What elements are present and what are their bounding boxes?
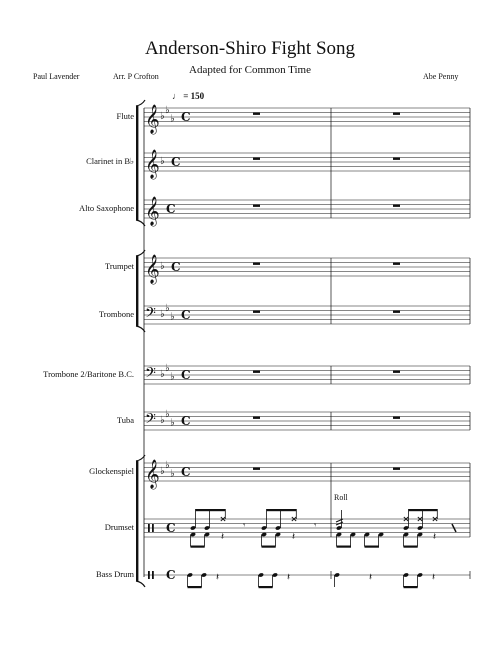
quarter-rest: 𝄽 [433,531,437,543]
instrument-name: Trumpet [105,261,134,271]
note-beam [196,509,226,511]
note-beam [365,546,380,548]
flat-icon: ♭ [160,466,165,477]
time-signature: C [166,568,176,582]
whole-rest [393,113,400,115]
percussion-clef-icon [152,571,154,579]
whole-rest [393,158,400,160]
quarter-rest: 𝄽 [221,531,225,543]
time-signature: C [171,260,181,274]
note-beam [259,586,273,588]
flat-icon: ♭ [170,311,175,323]
whole-rest [253,263,260,265]
bass-clef-icon: 𝄢 [145,411,156,431]
flat-icon: ♭ [160,309,165,320]
treble-clef-icon: 𝄞 [145,459,160,488]
flat-icon: ♭ [165,302,170,314]
quarter-rest: 𝄽 [216,572,220,583]
flat-icon: ♭ [165,459,170,471]
time-signature: C [181,308,191,322]
quarter-rest: 𝄽 [432,572,436,583]
bracket-hook [136,581,145,587]
flat-icon: ♭ [170,371,175,383]
note-beam [191,546,205,548]
instrument-name: Glockenspiel [89,466,134,476]
score-subtitle: Adapted for Common Time [189,64,311,76]
flat-icon: ♭ [160,369,165,380]
note-beam [404,586,418,588]
composer-credit: Paul Lavender [33,72,80,81]
eighth-rest: 𝄾 [243,521,246,531]
time-signature: C [181,414,191,428]
instrument-name: Bass Drum [95,569,134,579]
instrument-name: Trombone 2/Baritone B.C. [43,369,134,379]
treble-clef-icon: 𝄞 [145,196,160,225]
flat-icon: ♭ [170,113,175,125]
instrument-name: Tuba [116,415,134,425]
bracket-hook [136,100,145,106]
group-bracket [136,106,138,220]
tempo-value: = 150 [183,91,205,101]
whole-rest [393,263,400,265]
flat-icon: ♭ [165,104,170,116]
note-beam [337,546,352,548]
note-beam [188,586,202,588]
instrument-name: Clarinet in B♭ [86,156,134,166]
whole-rest [393,311,400,313]
time-signature: C [166,521,176,535]
whole-rest [253,371,260,373]
whole-rest [253,311,260,313]
lyricist-credit: Abe Penny [423,72,459,81]
flat-icon: ♭ [165,408,170,420]
time-signature: C [181,465,191,479]
instrument-name: Trombone [98,309,134,319]
arranger-credit: Arr. P Crofton [113,72,159,81]
treble-clef-icon: 𝄞 [145,149,160,178]
whole-rest [253,468,260,470]
group-bracket [136,461,138,581]
flat-icon: ♭ [160,156,165,167]
instrument-name: Alto Saxophone [78,203,134,213]
roll-annotation: Roll [334,493,348,502]
time-signature: C [181,368,191,382]
bass-clef-icon: 𝄢 [145,365,156,385]
quarter-rest: 𝄽 [369,572,373,583]
whole-rest [253,113,260,115]
flat-icon: ♭ [170,417,175,429]
quarter-note-icon: ♩ [172,91,181,101]
time-signature: C [166,202,176,216]
flat-icon: ♭ [165,362,170,374]
whole-rest [393,205,400,207]
flat-icon: ♭ [160,111,165,122]
score-title: Anderson-Shiro Fight Song [144,38,356,59]
note-beam [267,509,297,511]
note-beam [409,509,438,511]
group-bracket [136,256,138,326]
quarter-rest: 𝄽 [292,531,296,543]
treble-clef-icon: 𝄞 [145,104,160,133]
whole-rest [253,417,260,419]
eighth-rest: 𝄾 [314,521,317,531]
roll-tremolo [336,519,343,522]
whole-rest [253,205,260,207]
flat-icon: ♭ [160,415,165,426]
instrument-name: Flute [116,111,134,121]
instrument-name: Drumset [104,522,134,532]
whole-rest [393,371,400,373]
whole-rest [393,468,400,470]
time-signature: C [181,110,191,124]
percussion-clef-icon [148,571,150,579]
time-signature: C [171,155,181,169]
whole-rest [253,158,260,160]
treble-clef-icon: 𝄞 [145,254,160,283]
bass-clef-icon: 𝄢 [145,305,156,325]
flat-icon: ♭ [170,468,175,480]
note-beam [404,546,418,548]
whole-rest [393,417,400,419]
quarter-rest: 𝄽 [287,572,291,583]
percussion-clef-icon [148,524,150,532]
note-beam [262,546,276,548]
percussion-clef-icon [152,524,154,532]
flat-icon: ♭ [160,261,165,272]
